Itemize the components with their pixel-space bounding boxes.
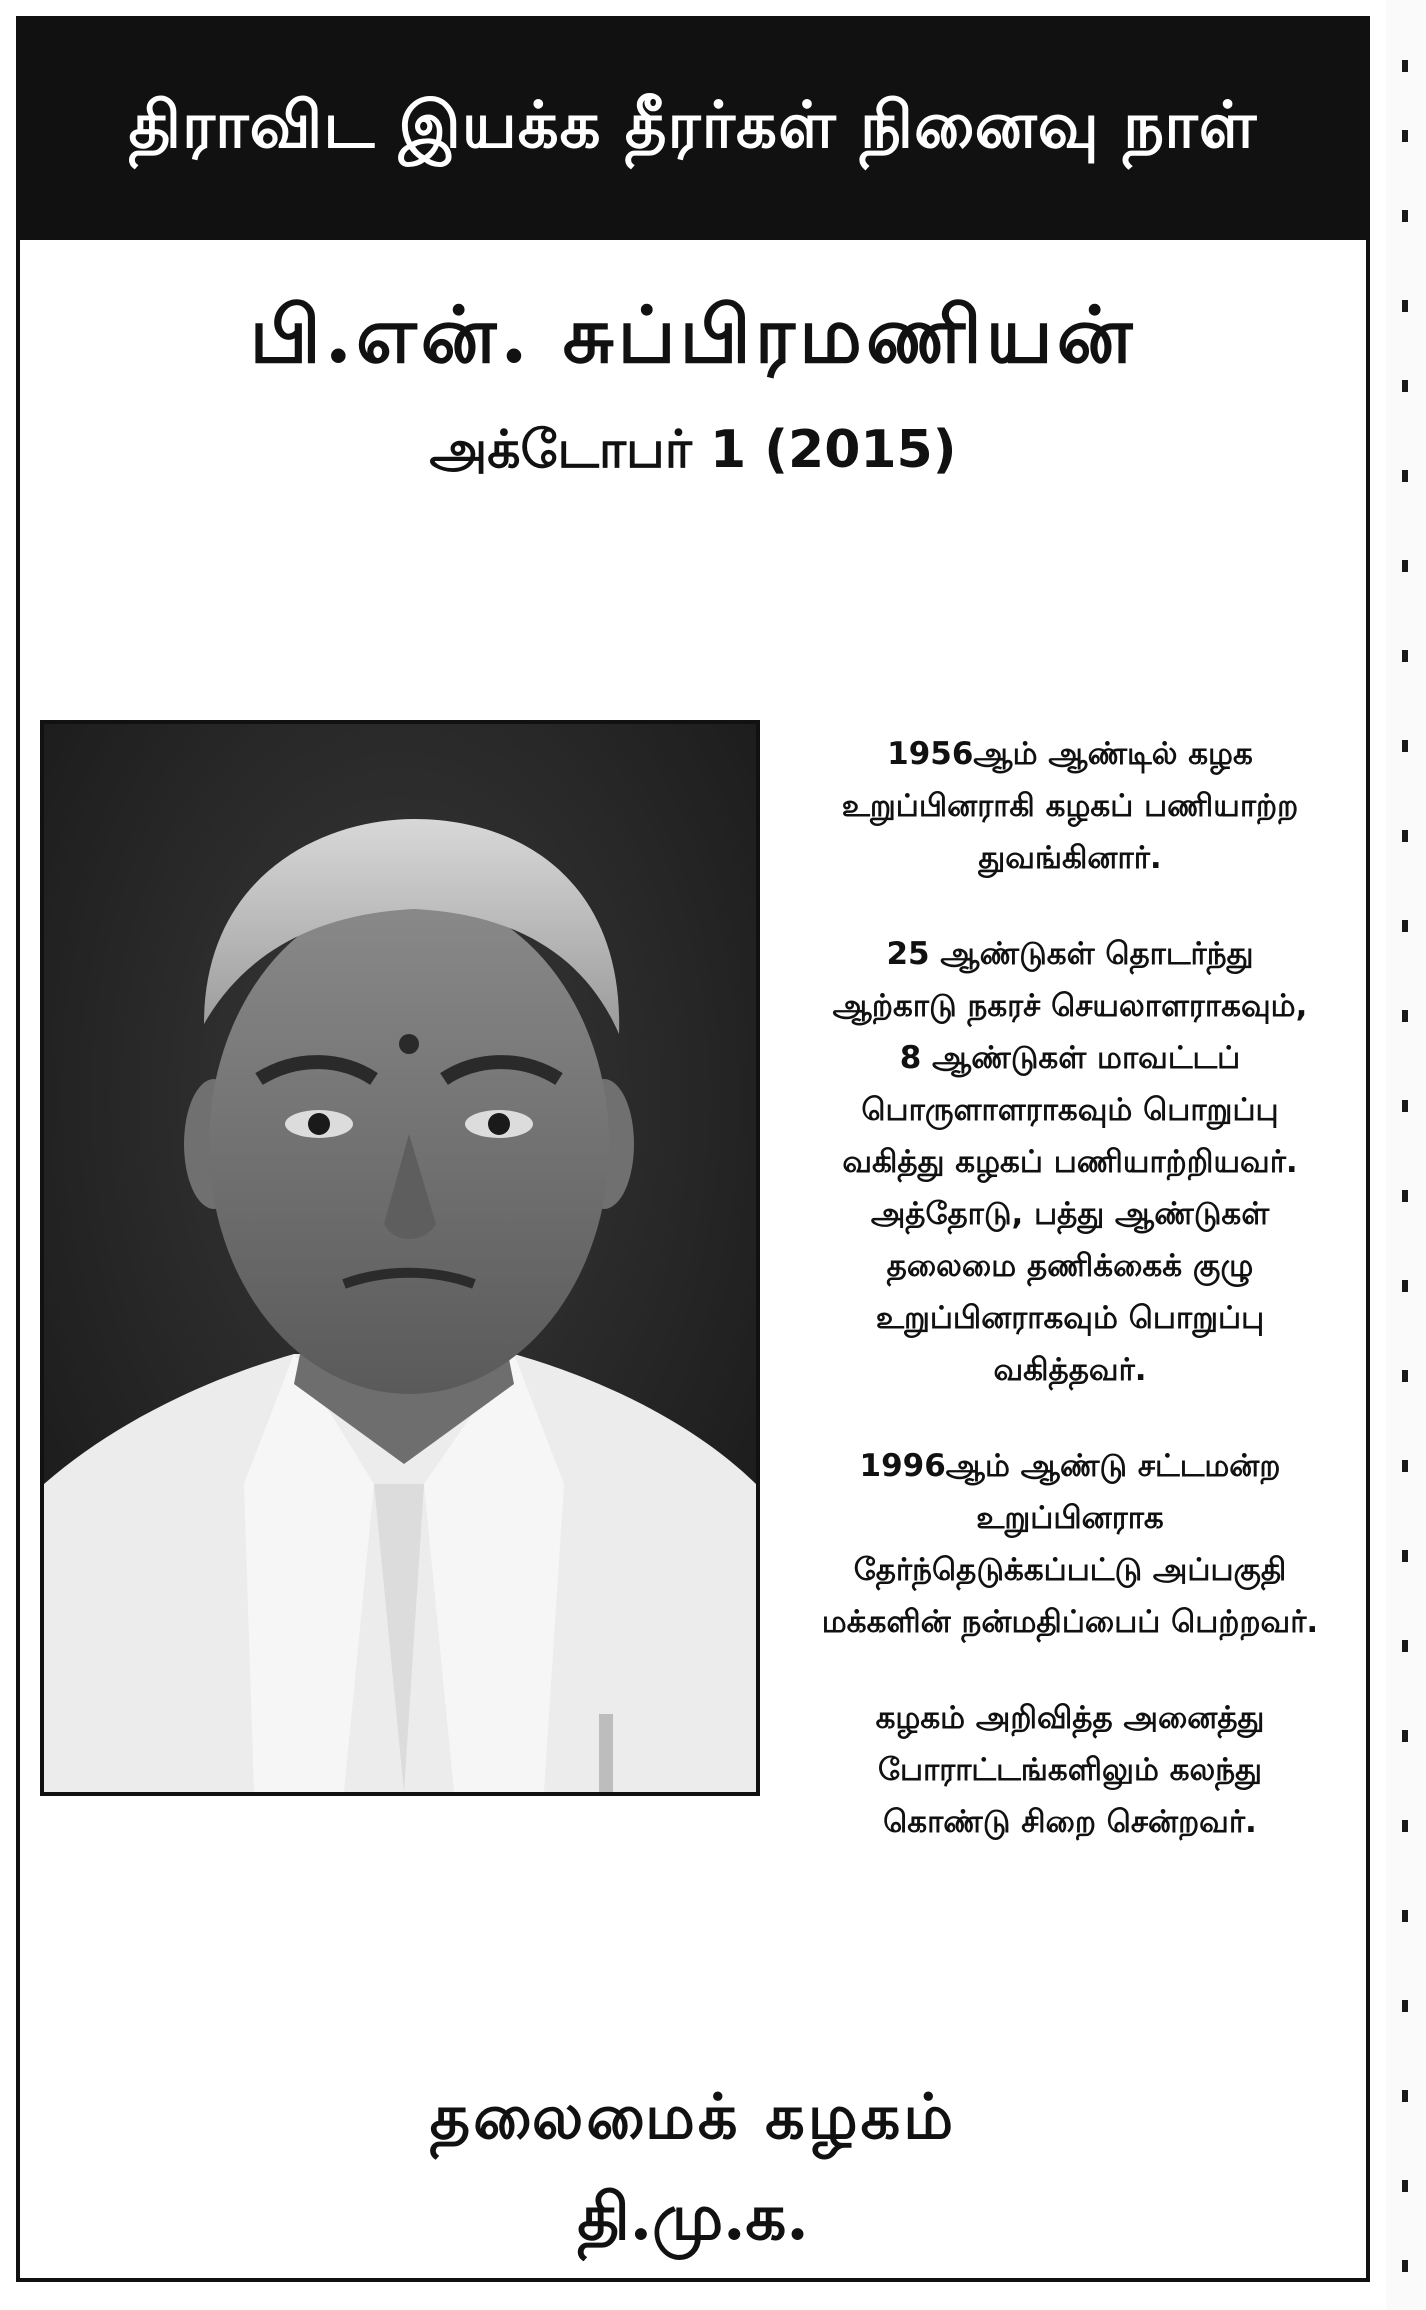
bio-paragraph-1: 1956ஆம் ஆண்டில் கழக உறுப்பினராகி கழகப் பணியாற்ற துவங்கினார். (841, 736, 1299, 876)
person-name: பி.என். சுப்பிரமணியன் (249, 290, 1137, 381)
header-banner (20, 20, 1366, 240)
bio-paragraph-4: கழகம் அறிவித்த அனைத்து போராட்டங்களிலும் கலந்து கொண்டு சிறை சென்றவர். (875, 1700, 1265, 1840)
portrait-image (44, 724, 756, 1792)
footer-party: தி.மு.க. (577, 2180, 809, 2255)
portrait-photo (40, 720, 760, 1796)
bio-paragraph-3: 1996ஆம் ஆண்டு சட்டமன்ற உறுப்பினராக தேர்ந்தெடுக்கப்பட்டு அப்பகுதி மக்களின் நன்மதிப்பைப் பெற்றவர். (821, 1448, 1319, 1640)
memorial-date: அக்டோபர் 1 (2015) (429, 420, 957, 480)
bio-paragraph-2: 25 ஆண்டுகள் தொடர்ந்து ஆற்காடு நகரச் செயலாளராகவும், 8 ஆண்டுகள் மாவட்டப் பொருளாளராகவும் பொறுப்பு வகித்து கழகப் பணியாற்றியவர். அத்தோடு, பத்து ஆண்டுகள் தலைமை தணிக்கைக் குழு உறுப்பினராகவும் பொறுப்பு வகித்தவர். (832, 936, 1308, 1388)
adjacent-page-edge (1386, 0, 1426, 2310)
memorial-notice (16, 16, 1370, 2282)
footer-organization: தலைமைக் கழகம் (429, 2080, 957, 2153)
header-title: திராவிட இயக்க தீரர்கள் நினைவு நாள் (128, 89, 1258, 163)
biography (780, 728, 1360, 1892)
